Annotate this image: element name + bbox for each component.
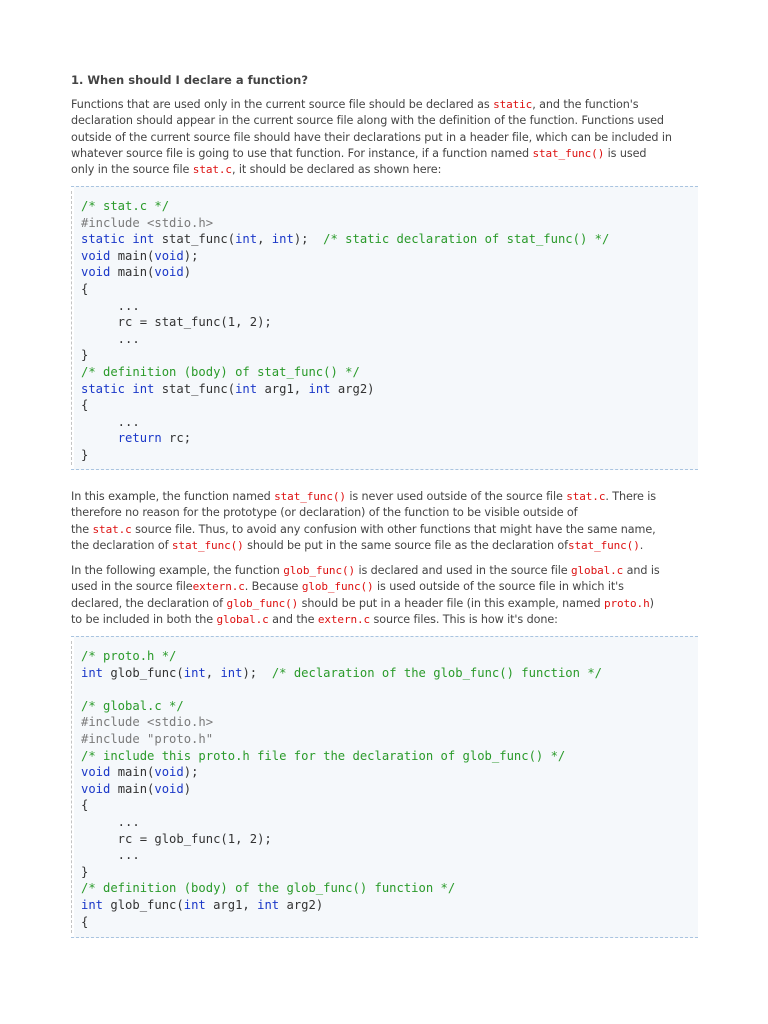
code-line: #include "proto.h" — [81, 731, 214, 746]
code-line: void main(void) — [81, 265, 192, 280]
code-line: } — [81, 447, 89, 462]
text-line: whatever source file is going to use that function. For instance, if a function named stat_func() is used — [71, 146, 647, 160]
code-line: { — [81, 281, 89, 296]
code-line: ... — [81, 414, 140, 429]
code-line: ... — [81, 848, 140, 863]
code-block-stat — [71, 186, 698, 470]
code-line: #include <stdio.h> — [81, 715, 214, 730]
text-line: the stat.c source file. Thus, to avoid any confusion with other functions that might have the same name, — [71, 522, 656, 536]
code-line: ... — [81, 814, 140, 829]
code-line: static int stat_func(int, int); /* static declaration of stat_func() */ — [81, 232, 610, 247]
code-rail — [71, 641, 72, 933]
text-line: only in the source file stat.c, it should be declared as shown here: — [71, 163, 442, 177]
code-line: #include <stdio.h> — [81, 215, 214, 230]
paragraph-glob — [71, 563, 701, 628]
code-line: { — [81, 914, 89, 929]
code-line: } — [81, 348, 89, 363]
code-line: int glob_func(int, int); /* declaration of the glob_func() function */ — [81, 665, 602, 680]
text-line: outside of the current source file should have their declarations put in a header file, which can be included in — [71, 130, 672, 144]
code-line: /* definition (body) of stat_func() */ — [81, 364, 360, 379]
code-line: return rc; — [117, 431, 192, 446]
text-line: to be included in both the global.c and the extern.c source files. This is how it's done: — [71, 612, 558, 626]
code-line: { — [81, 398, 89, 413]
code-line: { — [81, 798, 89, 813]
text-line: In the following example, the function glob_func() is declared and used in the source file global.c and is — [71, 564, 660, 577]
text-line: therefore no reason for the prototype (or declaration) of the function to be visible outside of — [71, 506, 578, 520]
code-line: /* proto.h */ — [81, 649, 177, 663]
code-line — [81, 681, 698, 698]
code-line: void main(void); — [81, 248, 199, 263]
code-line: static int stat_func(int arg1, int arg2) — [81, 381, 375, 396]
text-line: declared, the declaration of glob_func() should be put in a header file (in this example, named proto.h) — [71, 596, 654, 610]
code-listing — [71, 198, 698, 464]
code-block-glob — [71, 636, 698, 938]
code-line: /* global.c */ — [81, 698, 184, 713]
text-line: declaration should appear in the current source file along with the definition of the function. Functions used — [71, 114, 664, 128]
text-line: In this example, the function named stat_func() is never used outside of the source file stat.c. There is — [71, 490, 656, 503]
code-rail — [71, 191, 72, 465]
code-line: } — [81, 864, 89, 879]
code-line: ... — [81, 298, 140, 313]
text-line: the declaration of stat_func() should be put in the same source file as the declaration ofstat_func(). — [71, 538, 644, 552]
section-heading: 1. When should I declare a function? — [71, 73, 308, 87]
code-line: /* definition (body) of the glob_func() function */ — [81, 881, 456, 896]
code-line: void main(void) — [81, 781, 192, 796]
paragraph-intro — [71, 97, 701, 178]
code-line: rc = stat_func(1, 2); — [81, 315, 272, 330]
text-line: used in the source fileextern.c. Because glob_func() is used outside of the source file in which it's — [71, 580, 624, 594]
code-line: void main(void); — [81, 765, 199, 780]
code-listing — [71, 648, 698, 930]
code-line: /* include this proto.h file for the declaration of glob_func() */ — [81, 748, 566, 763]
code-line: rc = glob_func(1, 2); — [81, 831, 272, 846]
code-line: ... — [81, 331, 140, 346]
code-line: /* stat.c */ — [81, 199, 170, 213]
text-line: Functions that are used only in the current source file should be declared as static, and the function's — [71, 98, 639, 111]
paragraph-explanation — [71, 489, 701, 554]
code-line: int glob_func(int arg1, int arg2) — [81, 897, 324, 912]
